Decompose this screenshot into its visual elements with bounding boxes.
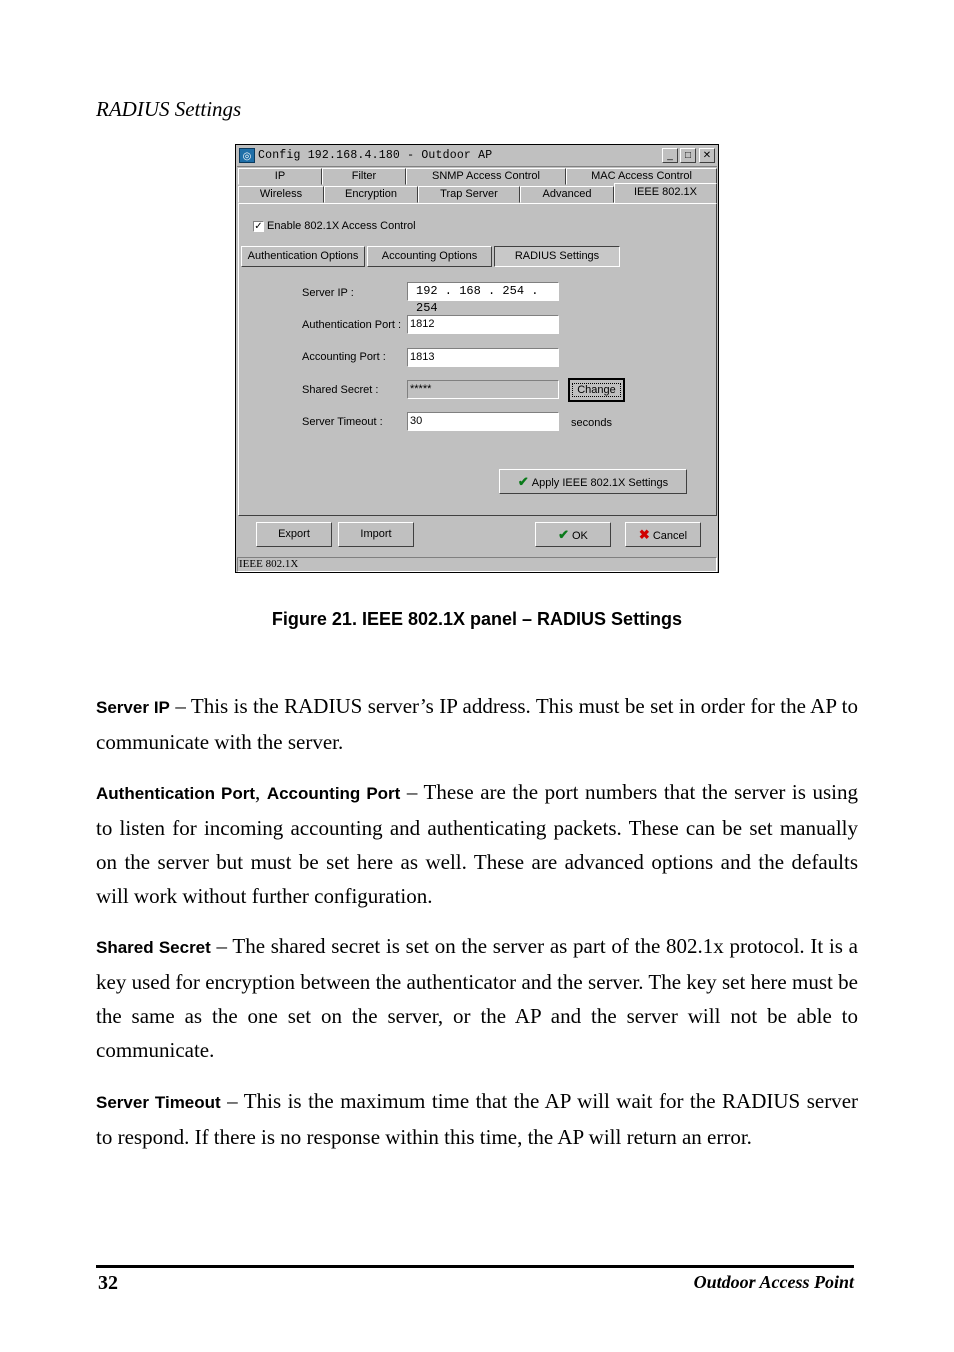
auth-port-input[interactable]: 1812 [407,315,559,334]
shared-secret-label: Shared Secret : [302,384,379,396]
change-secret-button[interactable] [568,378,625,402]
maximize-button[interactable]: □ [680,148,696,163]
term-server-timeout: Server Timeout [96,1093,221,1112]
tab-ip[interactable]: IP [238,168,322,185]
import-label: Import [360,528,392,540]
subtab-accounting-options[interactable]: Accounting Options [367,246,492,267]
cross-icon: ✖ [638,527,650,542]
tab-advanced[interactable]: Advanced [520,186,614,203]
status-bar: IEEE 802.1X [237,557,717,572]
checkmark-icon: ✔ [517,474,529,489]
apply-8021x-button[interactable] [499,469,687,494]
text-server-ip: – This is the RADIUS server’s IP address. This must be set in order for the AP to communicate with the server. [96,694,858,754]
term-shared-secret: Shared Secret [96,938,211,957]
tab-snmp-access-control[interactable]: SNMP Access Control [406,168,566,185]
ok-button[interactable] [535,522,611,547]
export-button[interactable] [256,522,332,547]
app-icon: ◎ [239,148,255,163]
paragraph-ports [96,775,858,913]
tab-trap-server[interactable]: Trap Server [418,186,520,203]
server-ip-input[interactable]: 192 . 168 . 254 . 254 [407,282,559,301]
subtab-authentication-options[interactable]: Authentication Options [241,246,365,267]
ok-label: OK [572,530,588,542]
apply-label: Apply IEEE 802.1X Settings [531,477,669,489]
tab-wireless[interactable]: Wireless [238,186,324,203]
window-title: Config 192.168.4.180 - Outdoor AP [258,149,493,162]
acct-port-input[interactable]: 1813 [407,348,559,367]
server-ip-label: Server IP : [302,287,354,299]
text-server-timeout: – This is the maximum time that the AP will wait for the RADIUS server to respond. If there is no response within this time, the AP will return an error. [96,1089,859,1149]
tab-mac-access-control[interactable]: MAC Access Control [566,168,717,185]
title-bar[interactable] [237,146,717,167]
checkmark-icon: ✔ [558,527,569,542]
figure-caption: Figure 21. IEEE 802.1X panel – RADIUS Settings [271,609,683,629]
paragraph-server-timeout [96,1084,858,1154]
term-separator: , [255,780,267,804]
term-server-ip: Server IP [96,698,170,717]
acct-port-label: Accounting Port : [302,351,386,363]
tab-ieee-8021x[interactable]: IEEE 802.1X [614,183,717,204]
tab-encryption[interactable]: Encryption [324,186,418,203]
server-timeout-input[interactable]: 30 [407,412,559,431]
footer-rule [96,1265,854,1268]
term-auth-port: Authentication Port [96,784,256,803]
import-button[interactable] [338,522,414,547]
enable-8021x-checkbox[interactable]: ✓ [254,221,263,232]
cancel-label: Cancel [652,530,688,542]
timeout-unit: seconds [571,417,612,429]
minimize-button[interactable]: _ [662,148,678,163]
shared-secret-input: ***** [407,380,559,399]
section-title: RADIUS Settings [96,97,242,121]
footer-title: Outdoor Access Point [693,1272,854,1292]
enable-8021x-label: Enable 802.1X Access Control [267,220,416,232]
config-window [235,144,719,573]
subtab-radius-settings[interactable]: RADIUS Settings [494,246,620,267]
text-ports: – These are the port numbers that the server is using to listen for incoming accounting and authenticating packets. These can be set manually on the server but must be set here as well. These are advanced options and the defaults will work without further configuration. [96,780,858,908]
tab-filter[interactable]: Filter [322,168,406,185]
auth-port-label: Authentication Port : [302,319,402,331]
export-label: Export [278,528,310,540]
change-secret-label: Change [572,383,621,397]
page-number: 32 [98,1272,118,1294]
term-acct-port: Accounting Port [266,784,401,803]
server-timeout-label: Server Timeout : [302,416,383,428]
text-shared-secret: – The shared secret is set on the server as part of the 802.1x protocol. It is a key used for encryption between the authenticator and the server. The key set here must be the same as the one set on the server, or the AP and the server will not be able to communicate. [96,934,858,1062]
close-button[interactable]: ✕ [699,148,715,163]
cancel-button[interactable] [625,522,701,547]
paragraph-server-ip [96,689,858,759]
paragraph-shared-secret [96,929,858,1067]
